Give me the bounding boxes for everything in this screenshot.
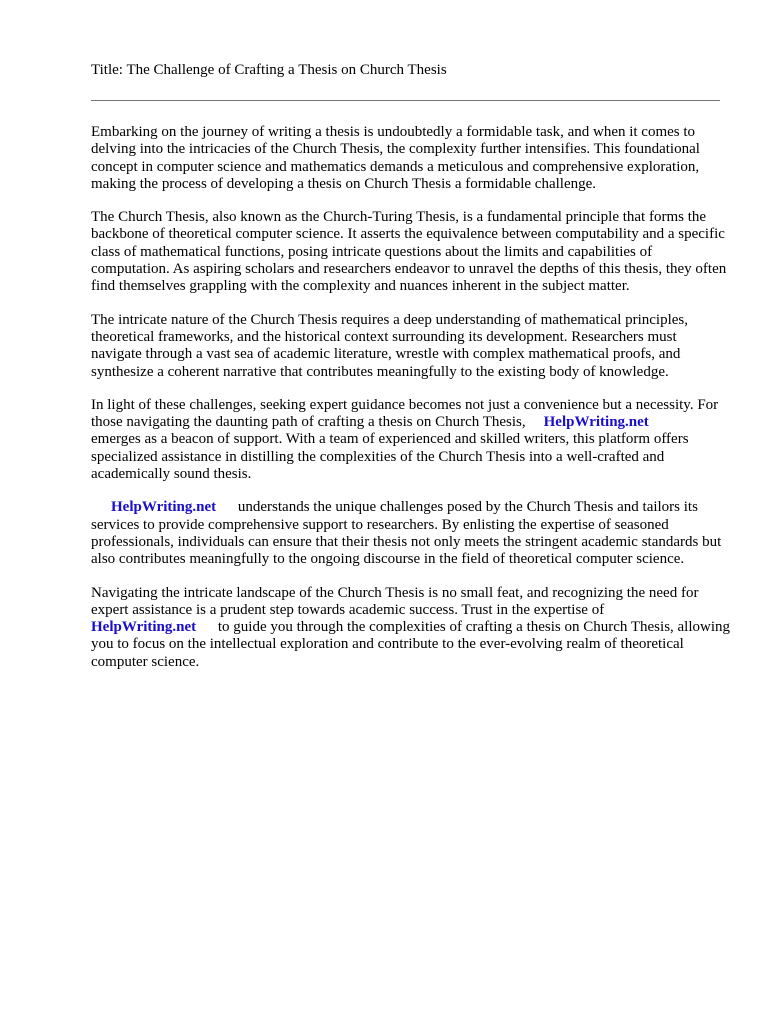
document-title: Title: The Challenge of Crafting a Thesis on Church Thesis xyxy=(91,62,447,78)
paragraph-2: The Church Thesis, also known as the Church-Turing Thesis, is a fundamental principle that forms the backbone of theoretical computer science. It asserts the equivalence between computability and a specific class of mathematical functions, posing intricate questions about the limits and capabilities of computation. As aspiring scholars and researchers endeavor to unravel the depths of this thesis, they often find themselves grappling with the complexity and nuances inherent in the subject matter. xyxy=(91,209,727,295)
document-body xyxy=(91,124,731,687)
helpwriting-link-3[interactable]: HelpWriting.net xyxy=(91,619,197,636)
paragraph-5 xyxy=(91,499,731,568)
helpwriting-link-2[interactable]: HelpWriting.net xyxy=(111,499,217,516)
paragraph-1: Embarking on the journey of writing a thesis is undoubtedly a formidable task, and when it comes to delving into the intricacies of the Church Thesis, the complexity further intensifies. This foundational concept in computer science and mathematics demands a meticulous and comprehensive exploration, making the process of developing a thesis on Church Thesis a formidable challenge. xyxy=(91,124,700,192)
paragraph-3: The intricate nature of the Church Thesis requires a deep understanding of mathematical principles, theoretical frameworks, and the historical context surrounding its development. Researchers must navigate through a vast sea of academic literature, wrestle with complex mathematical proofs, and synthesize a coherent narrative that contributes meaningfully to the existing body of knowledge. xyxy=(91,311,689,380)
paragraph-4 xyxy=(91,397,731,483)
paragraph-6 xyxy=(91,585,731,671)
helpwriting-link-1[interactable]: HelpWriting.net xyxy=(543,414,649,431)
paragraph-5-text: understands the unique challenges posed by the Church Thesis and tailors its services to provide comprehensive support to researchers. By enlisting the expertise of seasoned professionals, individuals can ensure that their thesis not only meets the stringent academic standards but also contributes meaningfully to the ongoing discourse in the field of theoretical computer science. xyxy=(91,499,722,568)
title-divider xyxy=(91,100,720,101)
paragraph-4-text-before: In light of these challenges, seeking expert guidance becomes not just a convenience but a necessity. For those navigating the daunting path of crafting a thesis on Church Thesis, xyxy=(91,396,719,431)
paragraph-4-text-after: emerges as a beacon of support. With a team of experienced and skilled writers, this platform offers specialized assistance in distilling the complexities of the Church Thesis into a well-crafted and academically sound thesis. xyxy=(91,431,689,483)
paragraph-6-text-after: to guide you through the complexities of crafting a thesis on Church Thesis, allowing you to focus on the intellectual exploration and contribute to the ever-evolving realm of theoretical computer science. xyxy=(91,619,731,670)
paragraph-6-text-before: Navigating the intricate landscape of the Church Thesis is no small feat, and recognizing the need for expert assistance is a prudent step towards academic success. Trust in the expertise of xyxy=(91,584,699,618)
